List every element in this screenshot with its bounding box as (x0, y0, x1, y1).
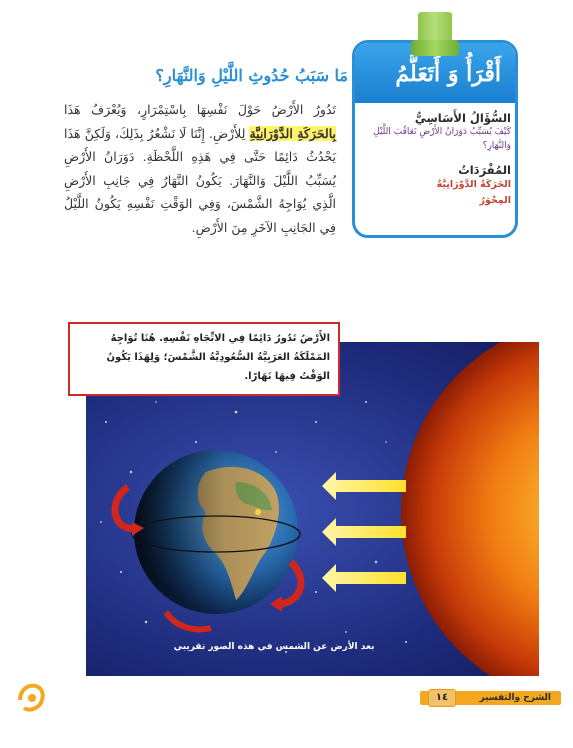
essential-question-text: كَيْفَ يُسَبِّبُ دَوَرَانُ الأَرْضِ تَعَاقُبَ اللَّيْلِ وَالنَّهَارِ؟ (373, 127, 511, 151)
page-number: ١٤ (428, 689, 456, 707)
paragraph-text: لِلأَرْضِ. إِنَّنَا لَا نَشْعُرُ بِذَلِكَ، وَلَكِنَّ هَذَا يَحْدُثُ دَائِمًا حَتَّى فِي هَذِهِ اللَّحْظَةِ. دَوَرَانُ الأَرْضِ يُسَبِّبُ اللَّيْلَ وَالنَّهَارَ. يَكُونُ النَّهَارُ فِي جَانِبِ الأَرْضِ الَّذِي يُوَاجِهُ الشَّمْسَ، وَفِي الوَقْتِ نَفْسِهِ يَكُونُ اللَّيْلُ فِي الجَانِبِ الآخَرِ مِنَ الأَرْضِ. (64, 125, 336, 235)
vocabulary-term: المِحْوَرُ (479, 195, 511, 206)
figure-note: بعد الأرض عن الشمس في هذه الصور تقريبي (173, 642, 375, 652)
essential-question-heading: السُّؤَالُ الأَسَاسِيُّ (414, 111, 511, 125)
body-paragraph (64, 98, 336, 239)
section-question: مَا سَبَبُ حُدُوثِ اللَّيْلِ وَالنَّهَارِ؟ (155, 66, 348, 85)
earth (132, 450, 300, 614)
publisher-logo-icon (14, 680, 48, 714)
footer-section-label: الشرح والتفسير (479, 693, 551, 703)
read-and-learn-box (352, 40, 518, 238)
bookmark-tab (411, 40, 459, 56)
highlighted-term: بِالحَرَكَةِ الدَّوْرَانِيَّةِ (249, 125, 336, 141)
figure-caption: الأَرْضُ تَدُورُ دَائِمًا فِي الاتِّجَاهِ نَفْسِهِ. هُنَا تُوَاجِهُ المَمْلَكَةُ العَرَبِيَّةُ السُّعُودِيَّةُ الشَّمْسَ؛ وَلِهَذَا يَكُونُ الوَقْتُ فِيهَا نَهَارًا. (68, 322, 340, 396)
read-and-learn-body (361, 105, 511, 235)
sun (401, 342, 539, 676)
sunlight-arrows (322, 472, 406, 592)
vocabulary-term: الحَرَكَةُ الدَّوْرَانِيَّةُ (436, 179, 511, 190)
vocabulary-heading: المُفْرَدَاتُ (458, 163, 511, 177)
read-and-learn-title: أَقْرَأُ وَ أَتَعَلَّمُ (395, 61, 501, 87)
paragraph-text: تَدُورُ الأَرْضُ حَوْلَ نَفْسِهَا بِاسْتِمْرَارٍ، وَيُعْرَفُ هَذَا (64, 102, 336, 117)
